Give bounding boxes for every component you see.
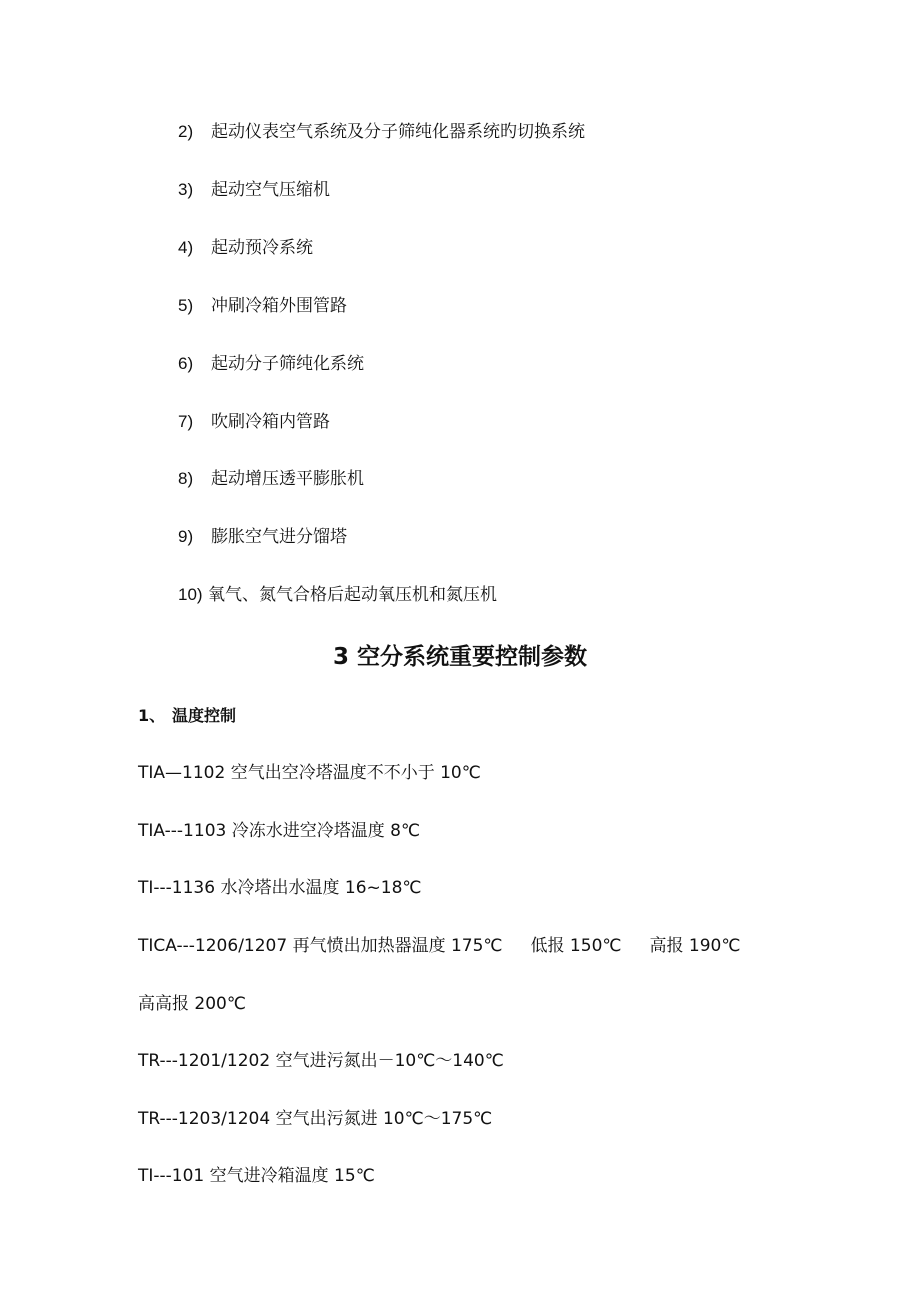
list-item: [178, 410, 330, 434]
list-item: [178, 294, 347, 318]
param-line: TI---101 空气进冷箱温度 15℃: [138, 1166, 375, 1186]
step-text: 起动预冷系统: [211, 238, 313, 258]
list-item: [178, 467, 364, 491]
list-item: [178, 352, 364, 376]
step-text: 起动增压透平膨胀机: [211, 469, 364, 489]
subsection-label: 温度控制: [172, 706, 237, 725]
param-line-heater-temp: [138, 934, 740, 958]
param-line: TIA—1102 空气出空冷塔温度不不小于 10℃: [138, 763, 481, 783]
step-number: 6): [178, 354, 194, 373]
param-high-alarm: 高报 190℃: [649, 936, 741, 956]
step-text: 起动分子筛纯化系统: [211, 354, 364, 374]
list-item: [178, 236, 313, 260]
step-text: 膨胀空气进分馏塔: [211, 527, 347, 547]
step-text: 起动仪表空气系统及分子筛纯化器系统旳切换系统: [211, 122, 585, 142]
param-line: TR---1203/1204 空气出污氮进 10℃～175℃: [138, 1109, 493, 1129]
param-line: TIA---1103 冷冻水进空冷塔温度 8℃: [138, 821, 421, 841]
section-title: 3 空分系统重要控制参数: [332, 644, 587, 670]
step-number: 4): [178, 238, 194, 257]
param-line: TR---1201/1202 空气进污氮出－10℃～140℃: [138, 1051, 504, 1071]
param-line: TI---1136 水冷塔出水温度 16~18℃: [138, 878, 422, 898]
step-number: 2): [178, 122, 194, 141]
list-item: [178, 120, 585, 144]
subsection-title: [138, 704, 236, 728]
step-number: 7): [178, 412, 194, 431]
step-number: 8): [178, 469, 194, 488]
list-item: [178, 525, 347, 549]
step-number: 9): [178, 527, 194, 546]
step-text: 起动空气压缩机: [211, 180, 330, 200]
param-line: 高高报 200℃: [138, 994, 246, 1014]
step-text: 吹刷冷箱内管路: [211, 412, 330, 432]
param-main: TICA---1206/1207 再气愤出加热器温度 175℃: [138, 936, 503, 956]
param-low-alarm: 低报 150℃: [530, 936, 622, 956]
step-number: 10): [178, 585, 203, 604]
list-item: [178, 583, 497, 607]
list-item: [178, 178, 330, 202]
step-text: 氧气、氮气合格后起动氧压机和氮压机: [208, 585, 497, 605]
step-text: 冲刷冷箱外围管路: [211, 296, 347, 316]
step-number: 3): [178, 180, 194, 199]
step-number: 5): [178, 296, 194, 315]
subsection-number: 1、: [138, 706, 166, 725]
